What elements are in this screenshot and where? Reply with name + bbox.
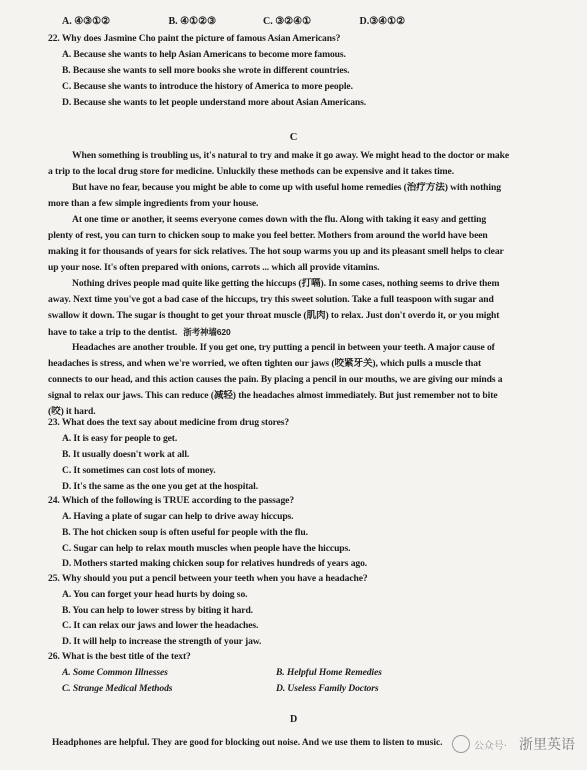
q21-option-a: A. ④③①② (62, 16, 111, 27)
q26-option-c: C. Strange Medical Methods (62, 683, 173, 694)
passage-line (48, 374, 542, 386)
q23-option-a: A. It is easy for people to get. (62, 433, 178, 444)
q25-option-d: D. It will help to increase the strength of your jaw. (62, 636, 262, 647)
passage-line-text: When something is troubling us, it's natural to try and make it go away. We might head to the doctor or make (72, 150, 510, 161)
q22-option-a: A. Because she wants to help Asian Americans to become more famous. (62, 49, 346, 60)
watermark-label: 公众号· (473, 740, 507, 752)
wechat-icon (452, 735, 470, 753)
passage-line-text: (咬) it hard. (48, 406, 96, 417)
passage-line-text: a trip to the local drug store for medicine. Unluckily these methods can be expensive and it takes time. (48, 166, 455, 177)
section-d-heading: D (289, 714, 298, 725)
passage-line-text: up your nose. It's often prepared with onions, carrots ... which all provide vitamins. (48, 262, 380, 273)
q25-question: 25. Why should you put a pencil between your teeth when you have a headache? (48, 573, 368, 584)
passage-line (48, 230, 542, 242)
passage-line-text: connects to our head, and this action causes the pain. By placing a pencil in our mouths, we are giving our minds a (48, 374, 503, 385)
q24-question: 24. Which of the following is TRUE according to the passage? (48, 495, 295, 506)
q25-option-b: B. You can help to lower stress by biting it hard. (62, 605, 253, 616)
passage-line (72, 278, 542, 290)
passage-line (48, 166, 542, 178)
q22-option-b: B. Because she wants to sell more books she wrote in different countries. (62, 65, 350, 76)
passage-line-text: signal to relax our jaws. This can reduce (减轻) the headaches almost immediately. But just remember not to bite (48, 390, 498, 401)
q26-option-a: A. Some Common Illnesses (62, 667, 168, 678)
q23-option-c: C. It sometimes can cost lots of money. (62, 465, 216, 476)
q22-question: 22. Why does Jasmine Cho paint the picture of famous Asian Americans? (48, 33, 341, 44)
q26-option-d: D. Useless Family Doctors (276, 683, 379, 694)
passage-line-text: At one time or another, it seems everyone comes down with the flu. Along with taking it easy and getting (72, 214, 487, 225)
passage-line (48, 246, 542, 258)
passage-line-text: away. Next time you've got a bad case of the hiccups, try this sweet solution. Take a full teaspoon with sugar and (48, 294, 494, 305)
passage-line (48, 310, 542, 322)
q24-option-c: C. Sugar can help to relax mouth muscles when people have the hiccups. (62, 543, 351, 554)
passage-line (48, 294, 542, 306)
passage-line-text: have to take a trip to the dentist. (48, 327, 178, 338)
passage-line (72, 342, 542, 354)
watermark-name: 浙里英语 (519, 737, 575, 753)
q26-question: 26. What is the best title of the text? (48, 651, 191, 662)
passage-line (48, 326, 542, 339)
q21-option-d: D.③④①② (359, 16, 406, 27)
q24-option-d: D. Mothers started making chicken soup for relatives hundreds of years ago. (62, 558, 368, 569)
q23-option-b: B. It usually doesn't work at all. (62, 449, 190, 460)
passage-line-text: more than a few simple ingredients from your house. (48, 198, 259, 209)
passage-line (48, 262, 542, 274)
section-c-heading: C (289, 132, 298, 143)
inline-watermark: 浙考神墙620 (183, 327, 231, 337)
passage-d-first-line: Headphones are helpful. They are good for blocking out noise. And we use them to listen to music. (52, 738, 443, 748)
q21-option-c: C. ③②④① (263, 16, 312, 27)
passage-line (72, 150, 542, 162)
q24-option-b: B. The hot chicken soup is often useful for people with the flu. (62, 527, 308, 538)
passage-line-text: But have no fear, because you might be able to come up with useful home remedies (治疗方法) with nothing (72, 182, 501, 193)
q25-option-a: A. You can forget your head hurts by doing so. (62, 589, 248, 600)
q23-question: 23. What does the text say about medicine from drug stores? (48, 417, 290, 428)
q26-option-b: B. Helpful Home Remedies (276, 667, 382, 678)
passage-line (48, 358, 542, 370)
q23-option-d: D. It's the same as the one you get at the hospital. (62, 481, 258, 492)
passage-line-text: Headaches are another trouble. If you get one, try putting a pencil in between your teeth. A major cause of (72, 342, 495, 353)
passage-line-text: Nothing drives people mad quite like getting the hiccups (打嗝). In some cases, nothing seems to drive them (72, 278, 500, 289)
q21-option-b: B. ④①②③ (168, 16, 217, 27)
passage-line-text: headaches is stress, and when we're worried, we often tighten our jaws (咬紧牙关), which pulls a muscle that (48, 358, 482, 369)
q22-option-c: C. Because she wants to introduce the history of America to more people. (62, 81, 353, 92)
watermark (452, 734, 575, 754)
q22-option-d: D. Because she wants to let people understand more about Asian Americans. (62, 97, 367, 108)
passage-line (72, 214, 542, 226)
passage-line (48, 198, 542, 210)
passage-line (48, 390, 542, 402)
q21-options (62, 16, 405, 27)
passage-line-text: making it for thousands of years for sick relatives. The hot soup warms you up and its pleasant smell helps to clear (48, 246, 504, 257)
q24-option-a: A. Having a plate of sugar can help to drive away hiccups. (62, 511, 294, 522)
passage-line (72, 182, 542, 194)
passage-line-text: plenty of rest, you can turn to chicken soup to make you feel better. Mothers from around the world have been (48, 230, 488, 241)
passage-line-text: swallow it down. The sugar is thought to get your throat muscle (肌肉) to relax. Just don't overdo it, or you might (48, 310, 500, 321)
q25-option-c: C. It can relax our jaws and lower the headaches. (62, 620, 259, 631)
